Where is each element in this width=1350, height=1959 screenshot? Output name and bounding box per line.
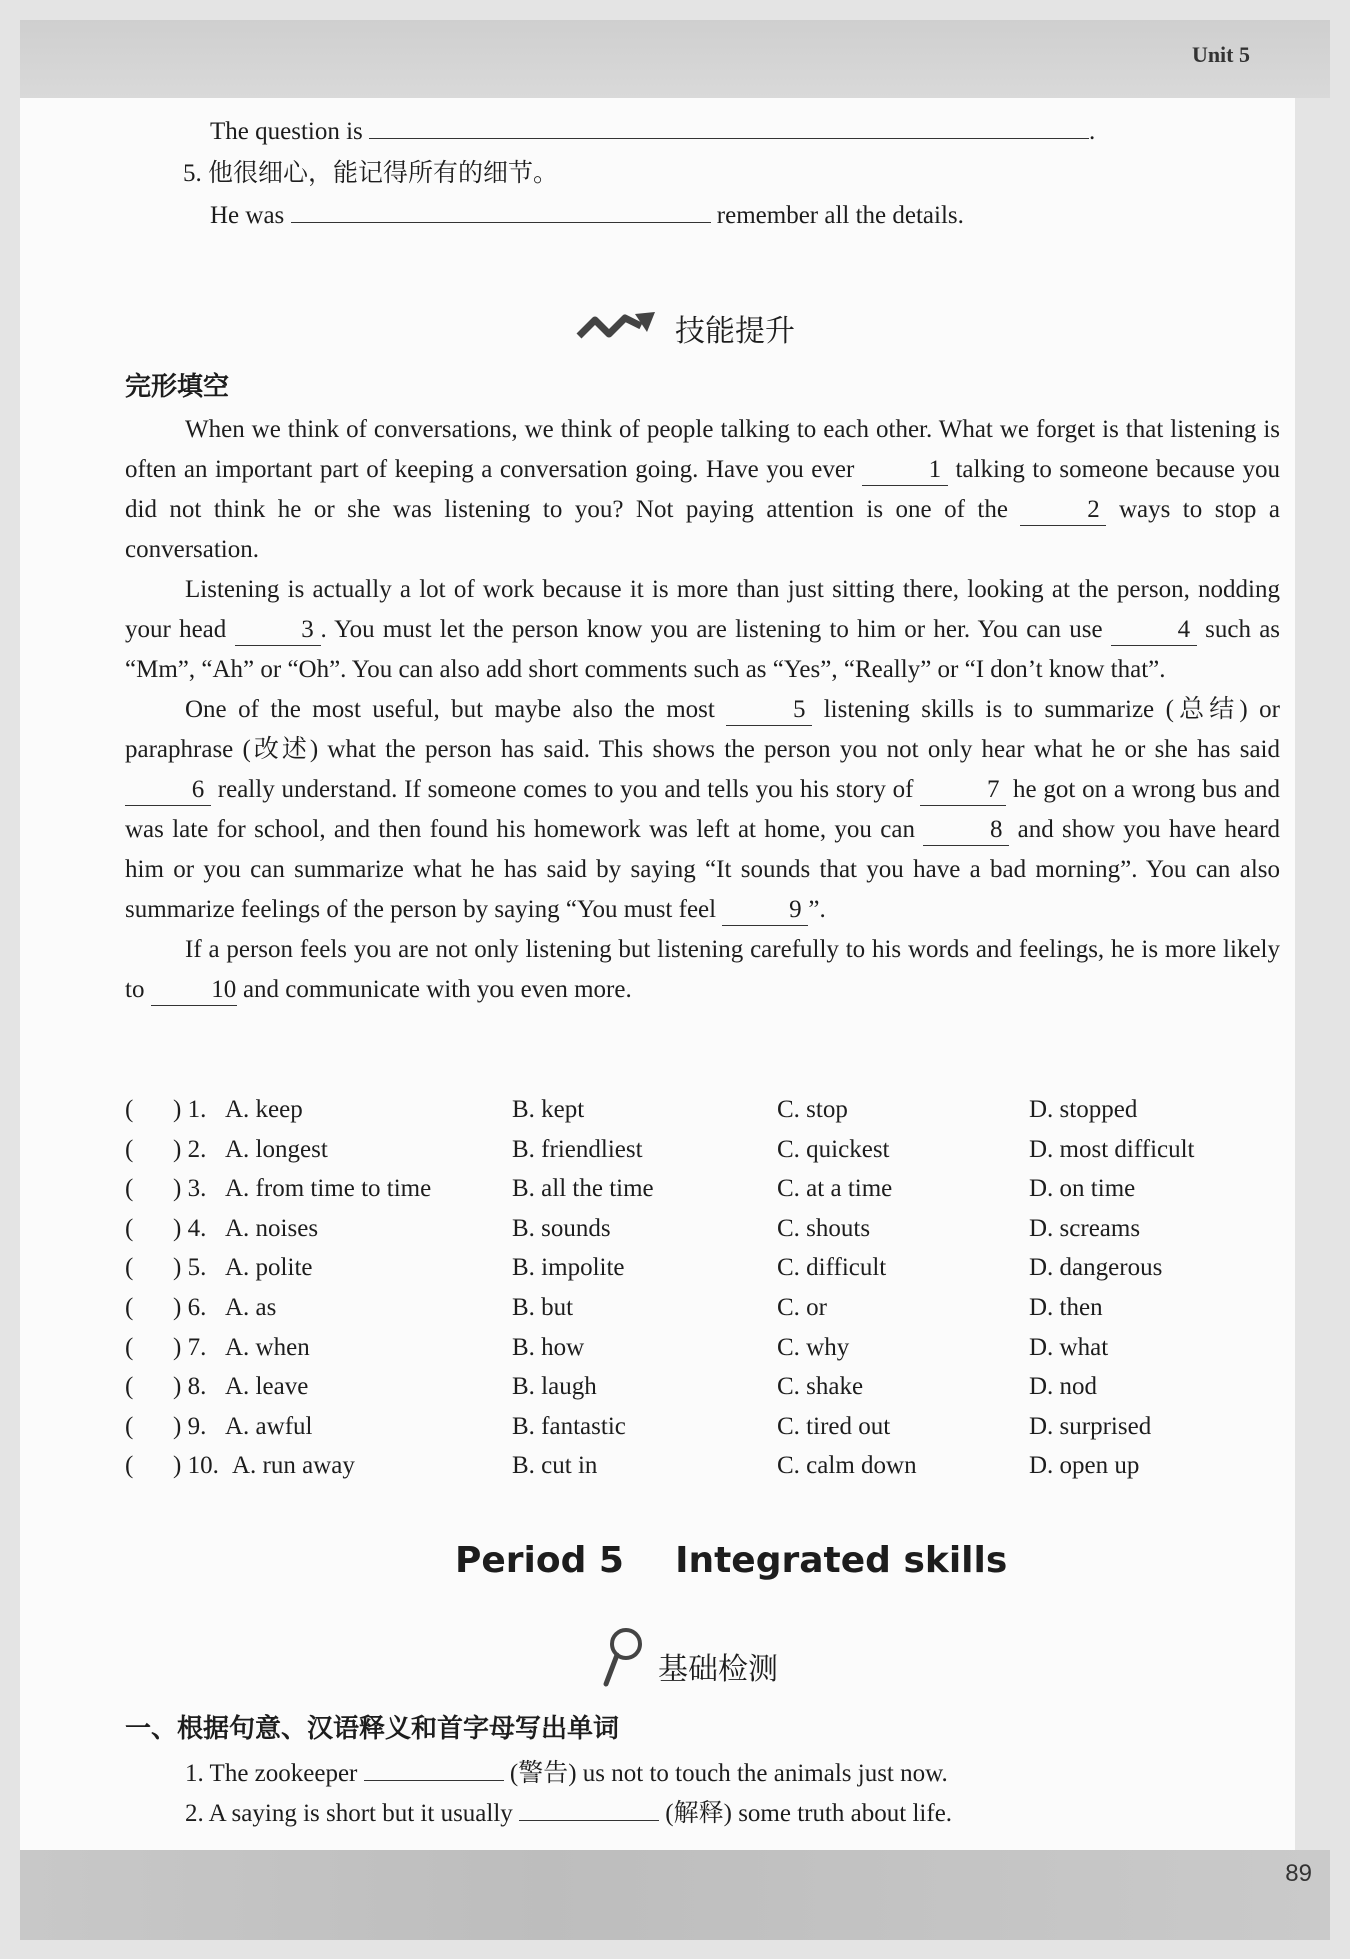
option-a: A. awful	[225, 1412, 313, 1440]
magnifier-icon	[600, 1626, 646, 1693]
answer-blank[interactable]	[519, 1820, 659, 1821]
paragraph-1: When we think of conversations, we think of people talking to each other. What we forget is that listening is often an important part of keeping a conversation going. Have you ever 1 talking to someone because you did not think he or she was listening to you? Not paying attention is one of the 2 ways to stop a conversation.	[125, 416, 1281, 563]
option-a: A. when	[225, 1333, 310, 1361]
paragraph-3: One of the most useful, but maybe also the most 5 listening skills is to summarize (总结) or paraphrase (改述) what the person has said. This shows the person you not only hear what he or she has said 6 really understand. If someone comes to you and tells you his story of 7 he got on a wrong bus and was late for school, and then found his homework was left at home, you can 8 and show you have heard him or you can summarize what he has said by saying “It sounds that you have a bad morning”. You can also summarize feelings of the person by saying “You must feel 9 ”.	[125, 690, 1280, 930]
basic-check-title: 基础检测	[658, 1652, 778, 1687]
cloze-blank-10[interactable]: 10	[151, 975, 237, 1006]
option-a: A. longest	[225, 1135, 328, 1163]
option-c: C. why	[777, 1333, 850, 1361]
section-1-heading: 一、根据句意、汉语释义和首字母写出单词	[125, 1714, 620, 1744]
question-2: 2. A saying is short but it usually (解释) some truth about life.	[185, 1800, 953, 1827]
option-a: A. keep	[225, 1096, 303, 1123]
option-number: ) 9.	[173, 1412, 207, 1440]
option-a: A. leave	[225, 1373, 309, 1401]
option-a: A. polite	[225, 1254, 313, 1282]
option-c: C. quickest	[777, 1135, 890, 1163]
option-c: C. stop	[777, 1096, 848, 1123]
option-row	[125, 1367, 1275, 1407]
option-row	[125, 1328, 1275, 1368]
option-row	[125, 1130, 1275, 1170]
question-1: 1. The zookeeper (警告) us not to touch the animals just now.	[185, 1760, 948, 1787]
option-number: ) 4.	[173, 1214, 207, 1242]
option-b: B. how	[512, 1333, 585, 1361]
option-c: C. tired out	[777, 1412, 891, 1440]
answer-paren[interactable]: (	[125, 1452, 134, 1480]
answer-paren[interactable]: (	[125, 1333, 134, 1361]
option-number: ) 7.	[173, 1333, 207, 1361]
option-b: B. cut in	[512, 1452, 598, 1480]
option-b: B. friendliest	[512, 1135, 643, 1163]
option-row	[125, 1090, 1275, 1130]
answer-paren[interactable]: (	[125, 1175, 134, 1203]
option-b: B. fantastic	[512, 1412, 626, 1440]
answer-paren[interactable]: (	[125, 1254, 134, 1282]
option-b: B. laugh	[512, 1373, 597, 1401]
footer-band	[20, 1850, 1330, 1940]
option-number: ) 3.	[173, 1175, 207, 1203]
answer-paren[interactable]: (	[125, 1294, 134, 1321]
option-row	[125, 1446, 1275, 1486]
translation-question-line: The question is .	[210, 118, 1096, 145]
option-row	[125, 1169, 1275, 1209]
option-c: C. difficult	[777, 1254, 887, 1282]
option-row	[125, 1288, 1275, 1328]
option-row	[125, 1248, 1275, 1288]
option-d: D. dangerous	[1029, 1254, 1163, 1282]
cloze-blank-3[interactable]: 3	[235, 615, 321, 646]
translation-item-5-en: He was remember all the details.	[210, 202, 964, 229]
skills-title: 技能提升	[675, 314, 795, 349]
option-row	[125, 1407, 1275, 1447]
cloze-blank-8[interactable]: 8	[923, 815, 1009, 846]
cloze-blank-2[interactable]: 2	[1020, 495, 1106, 526]
option-number: ) 8.	[173, 1373, 207, 1401]
option-d: D. open up	[1029, 1452, 1140, 1480]
cloze-heading: 完形填空	[125, 372, 230, 402]
option-c: C. shouts	[777, 1214, 871, 1242]
answer-blank[interactable]	[369, 138, 1089, 139]
answer-paren[interactable]: (	[125, 1373, 134, 1401]
option-d: D. surprised	[1029, 1412, 1152, 1440]
cloze-blank-6[interactable]: 6	[125, 775, 211, 806]
option-a: A. run away	[232, 1452, 355, 1480]
option-a: A. as	[225, 1294, 277, 1321]
option-number: ) 5.	[173, 1254, 207, 1282]
option-number: ) 10.	[173, 1452, 219, 1480]
header-band	[20, 20, 1330, 98]
cloze-blank-5[interactable]: 5	[726, 695, 812, 726]
paragraph-4: If a person feels you are not only listening but listening carefully to his words and feelings, he is more likely to 10 and communicate with you even more.	[125, 930, 1280, 1010]
option-d: D. on time	[1029, 1175, 1136, 1203]
answer-paren[interactable]: (	[125, 1135, 134, 1163]
option-number: ) 6.	[173, 1294, 207, 1321]
cloze-blank-1[interactable]: 1	[862, 455, 948, 486]
answer-blank[interactable]	[291, 222, 711, 223]
answer-paren[interactable]: (	[125, 1412, 134, 1440]
option-b: B. but	[512, 1294, 574, 1321]
option-b: B. kept	[512, 1096, 585, 1123]
option-a: A. noises	[225, 1214, 319, 1242]
option-c: C. calm down	[777, 1452, 917, 1480]
option-d: D. stopped	[1029, 1096, 1138, 1123]
option-a: A. from time to time	[225, 1175, 432, 1203]
option-d: D. then	[1029, 1294, 1103, 1321]
option-c: C. or	[777, 1294, 827, 1321]
option-b: B. all the time	[512, 1175, 654, 1203]
option-d: D. most difficult	[1029, 1135, 1195, 1163]
answer-blank[interactable]	[364, 1780, 504, 1781]
option-d: D. nod	[1029, 1373, 1098, 1401]
option-row	[125, 1209, 1275, 1249]
cloze-blank-4[interactable]: 4	[1111, 615, 1197, 646]
paragraph-2: Listening is actually a lot of work because it is more than just sitting there, looking at the person, nodding your head 3 . You must let the person know you are listening to him or her. You can use 4 such as “Mm”, “Ah” or “Oh”. You can also add short comments such as “Yes”, “Really” or “I don’t know that”.	[125, 576, 1281, 683]
option-b: B. impolite	[512, 1254, 625, 1282]
option-d: D. screams	[1029, 1214, 1141, 1242]
cloze-passage	[125, 410, 1280, 1010]
answer-paren[interactable]: (	[125, 1096, 134, 1123]
page-content	[20, 98, 1295, 1850]
option-d: D. what	[1029, 1333, 1109, 1361]
page-number: 89	[1285, 1860, 1312, 1887]
cloze-blank-9[interactable]: 9	[722, 895, 808, 926]
trend-arrow-icon	[575, 306, 657, 351]
answer-paren[interactable]: (	[125, 1214, 134, 1242]
unit-label: Unit 5	[1191, 42, 1250, 67]
option-c: C. at a time	[777, 1175, 893, 1203]
option-number: ) 1.	[173, 1096, 207, 1123]
option-b: B. sounds	[512, 1214, 611, 1242]
cloze-blank-7[interactable]: 7	[920, 775, 1006, 806]
option-c: C. shake	[777, 1373, 864, 1401]
period-title: Period 5 Integrated skills	[455, 1540, 1008, 1581]
option-number: ) 2.	[173, 1135, 207, 1163]
translation-item-5-zh: 5. 他很细心，能记得所有的细节。	[183, 160, 559, 187]
